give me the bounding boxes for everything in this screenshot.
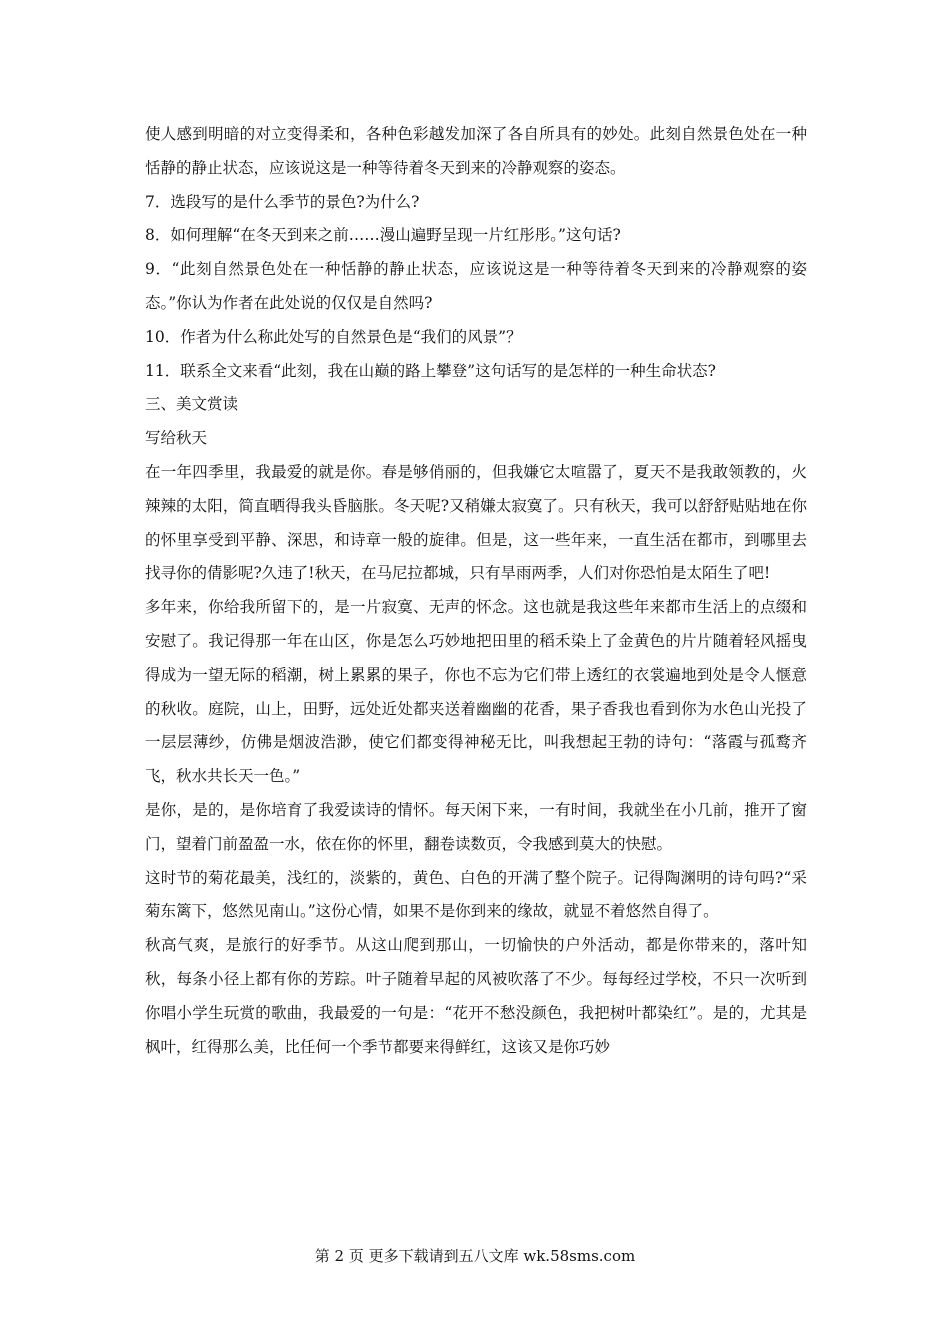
paragraph-scenery-ending: 使人感到明暗的对立变得柔和，各种色彩越发加深了各自所具有的妙处。此刻自然景色处在一种恬静的静止状态，应该说这是一种等待着冬天到来的冷静观察的姿态。 xyxy=(145,125,807,177)
question-11: 11．联系全文来看“此刻，我在山巅的路上攀登”这句话写的是怎样的一种生命状态? xyxy=(145,361,716,380)
question-8: 8．如何理解“在冬天到来之前……漫山遍野呈现一片红彤彤。”这句话? xyxy=(145,226,621,245)
essay-paragraph-4: 这时节的菊花最美，浅红的，淡紫的，黄色、白色的开满了整个院子。记得陶渊明的诗句吗?“采菊东篱下，悠然见南山。”这份心情，如果不是你到来的缘故，就显不着悠然自得了。 xyxy=(145,868,807,921)
essay-title: 写给秋天 xyxy=(145,429,208,448)
essay-paragraph-1: 在一年四季里，我最爱的就是你。春是够俏丽的，但我嫌它太喧嚣了，夏天不是我敢领教的，火辣辣的太阳，简直晒得我头昏脑胀。冬天呢?又稍嫌太寂寞了。只有秋天，我可以舒舒贴贴地在你的怀里享受到平静、深思，和诗章一般的旋律。但是，这一些年来，一直生活在都市，到哪里去找寻你的倩影呢?久违了!秋天，在马尼拉都城，只有旱雨两季，人们对你恐怕是太陌生了吧! xyxy=(145,462,807,583)
question-9: 9．“此刻自然景色处在一种恬静的静止状态，应该说这是一种等待着冬天到来的冷静观察的姿态。”你认为作者在此处说的仅仅是自然吗? xyxy=(145,260,807,312)
document-body xyxy=(145,118,807,1064)
section-heading: 三、美文赏读 xyxy=(145,395,239,414)
page-footer: 第 2 页 更多下载请到五八文库 wk.58sms.com xyxy=(314,1247,636,1265)
essay-paragraph-5: 秋高气爽，是旅行的好季节。从这山爬到那山，一切愉快的户外活动，都是你带来的，落叶知秋，每条小径上都有你的芳踪。叶子随着早起的风被吹落了不少。每每经过学校，不只一次听到你唱小学生玩赏的歌曲，我最爱的一句是：“花开不愁没颜色，我把树叶都染红”。是的，尤其是枫叶，红得那么美，比任何一个季节都要来得鲜红，这该又是你巧妙 xyxy=(145,936,807,1056)
question-10: 10．作者为什么称此处写的自然景色是“我们的风景”？ xyxy=(145,327,522,346)
question-7: 7．选段写的是什么季节的景色?为什么? xyxy=(145,192,420,211)
essay-paragraph-3: 是你，是的，是你培育了我爱读诗的情怀。每天闲下来，一有时间，我就坐在小几前，推开了窗门，望着门前盈盈一水，依在你的怀里，翻卷读数页，令我感到莫大的快慰。 xyxy=(145,800,807,853)
essay-paragraph-2: 多年来，你给我所留下的，是一片寂寞、无声的怀念。这也就是我这些年来都市生活上的点缀和安慰了。我记得那一年在山区，你是怎么巧妙地把田里的稻禾染上了金黄色的片片随着轻风摇曳得成为一望无际的稻潮，树上累累的果子，你也不忘为它们带上透红的衣裳遍地到处是令人惬意的秋收。庭院，山上，田野，远处近处都夹送着幽幽的花香，果子香我也看到你为水色山光投了一层层薄纱，仿佛是烟波浩渺，使它们都变得神秘无比，叫我想起王勃的诗句：“落霞与孤鹜齐飞，秋水共长天一色。” xyxy=(145,598,807,786)
